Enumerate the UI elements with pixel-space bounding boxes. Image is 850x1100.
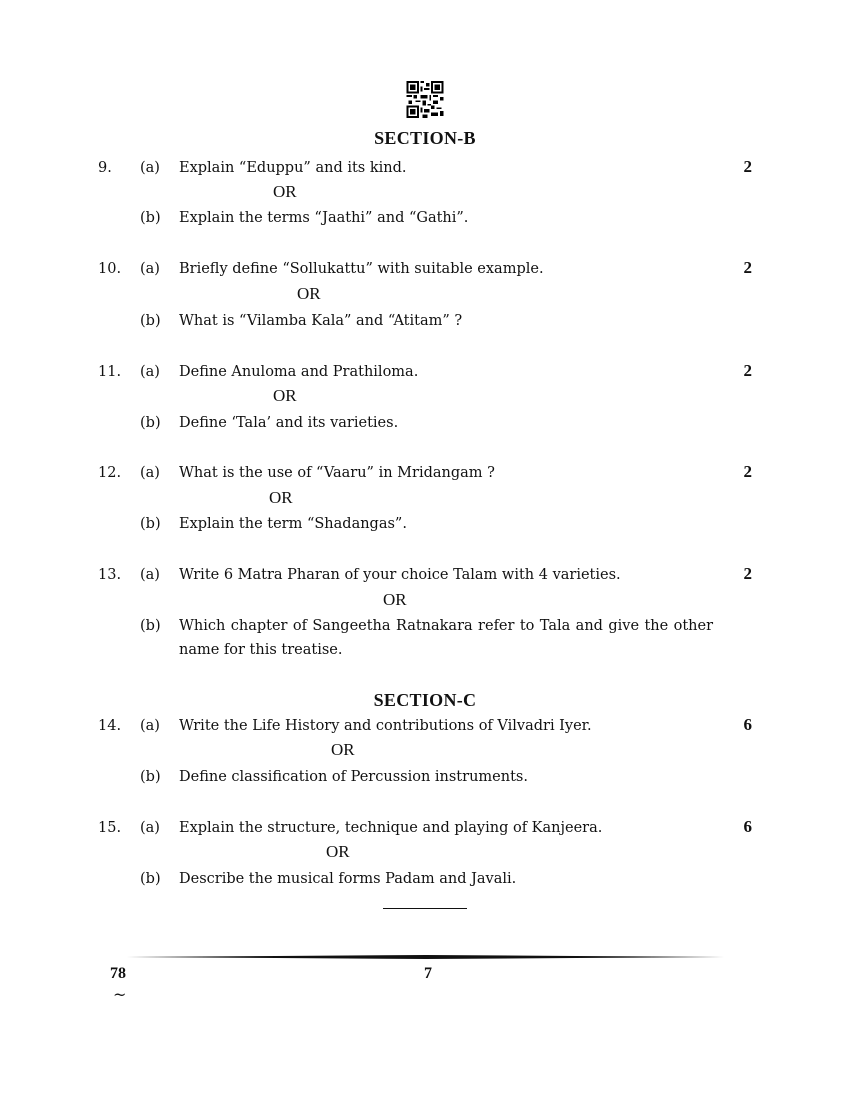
or-label: OR [273,386,297,405]
section-b-heading: SECTION-B [374,128,476,148]
question-number: 11. [98,364,122,380]
option-b-text: Explain the term “Shadangas”. [179,516,407,532]
option-b-text: Which chapter of Sangeetha Ratnakara refer to Tala and give the other name for this treatise. [179,618,713,658]
or-label: OR [326,842,350,861]
or-label: OR [383,590,407,609]
marks: 6 [743,817,752,836]
option-b-label: (b) [140,769,161,785]
paper-code: 78 [110,965,126,982]
option-b-label: (b) [140,415,161,431]
question-number: 12. [98,465,122,481]
option-a-text: What is the use of “Vaaru” in Mridangam ? [179,465,495,481]
or-label: OR [331,740,355,759]
option-a-text: Define Anuloma and Prathiloma. [179,364,419,380]
option-b-text: Define ‘Tala’ and its varieties. [179,415,399,431]
question-number: 10. [98,261,122,277]
qr-code [405,81,445,118]
marks: 6 [743,715,752,734]
option-a-label: (a) [140,261,160,277]
option-a-text: Explain the structure, technique and playing of Kanjeera. [179,820,603,836]
section-c-heading: SECTION-C [373,690,477,710]
marks: 2 [743,157,752,176]
footer-tilde: ~ [113,985,127,1004]
option-b-text: Describe the musical forms Padam and Javali. [179,871,517,887]
or-label: OR [297,284,321,303]
option-a-text: Write 6 Matra Pharan of your choice Talam with 4 varieties. [179,567,621,583]
question-number: 15. [98,820,122,836]
question-number: 14. [98,718,122,734]
question-number: 13. [98,567,122,583]
option-a-label: (a) [140,465,160,481]
option-a-label: (a) [140,820,160,836]
marks: 2 [743,258,752,277]
option-b-label: (b) [140,871,161,887]
footer-divider [126,955,724,959]
option-a-text: Explain “Eduppu” and its kind. [179,160,407,176]
option-a-label: (a) [140,567,160,583]
or-label: OR [273,182,297,201]
marks: 2 [743,462,752,481]
option-b-label: (b) [140,516,161,532]
option-b-text: Explain the terms “Jaathi” and “Gathi”. [179,210,469,226]
option-a-label: (a) [140,160,160,176]
option-b-text: Define classification of Percussion instruments. [179,769,528,785]
option-a-label: (a) [140,364,160,380]
option-b-label: (b) [140,618,161,634]
option-a-label: (a) [140,718,160,734]
option-a-text: Write the Life History and contributions of Vilvadri Iyer. [179,718,592,734]
option-b-label: (b) [140,313,161,329]
marks: 2 [743,361,752,380]
option-a-text: Briefly define “Sollukattu” with suitable example. [179,261,544,277]
question-number: 9. [98,160,112,176]
page-number: 7 [424,965,432,982]
option-b-text: What is “Vilamba Kala” and “Atitam” ? [179,313,463,329]
marks: 2 [743,564,752,583]
option-b-label: (b) [140,210,161,226]
end-of-paper-rule [383,908,467,909]
or-label: OR [269,488,293,507]
